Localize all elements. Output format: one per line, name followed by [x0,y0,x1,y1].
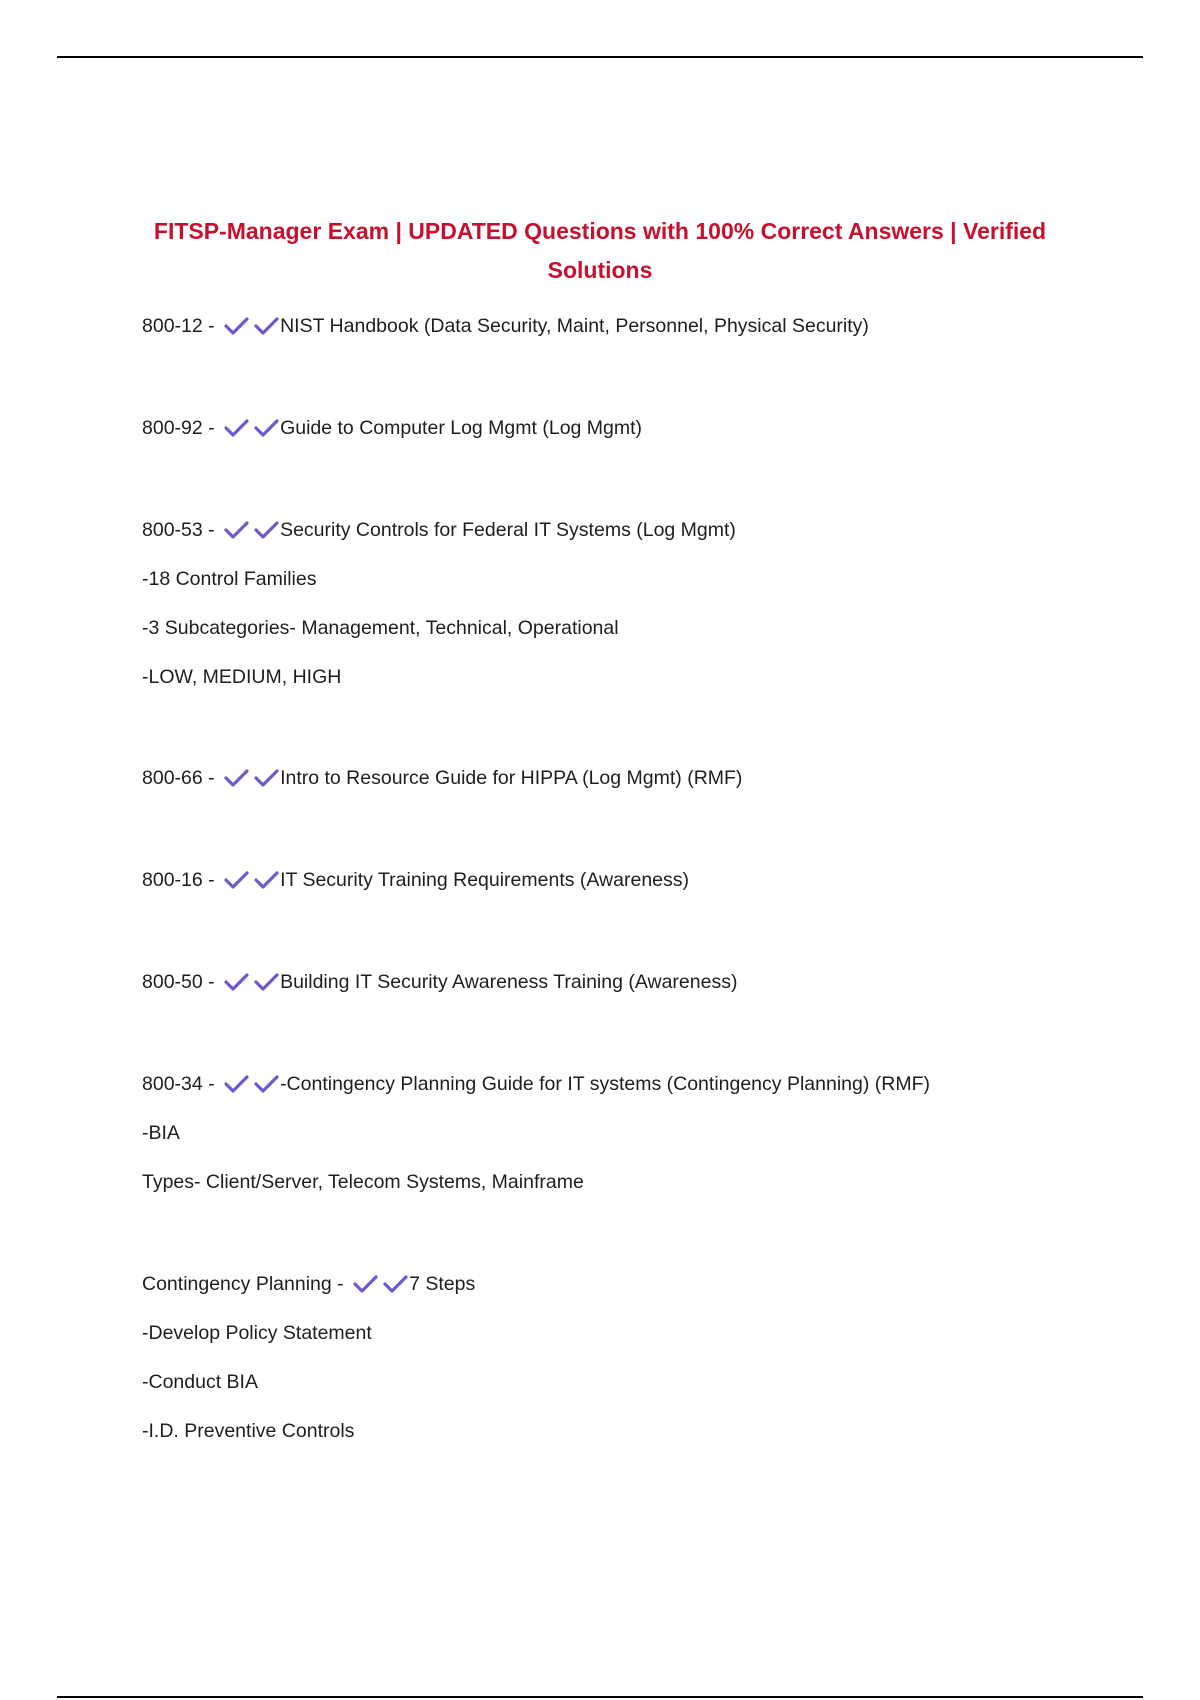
entry-answer: 7 Steps [409,1273,476,1295]
entry-term: 800-34 - [142,1073,215,1095]
entry-detail: -I.D. Preventive Controls [142,1420,355,1442]
check-icon [254,316,279,336]
document-title: FITSP-Manager Exam | UPDATED Questions with 100% Correct Answers | Verified Solutions [153,218,1047,283]
entry-detail: -Conduct BIA [142,1371,258,1393]
check-icon [224,972,249,992]
entry-answer: Intro to Resource Guide for HIPPA (Log Mgmt) (RMF) [280,767,743,789]
entry-detail: -Develop Policy Statement [142,1322,372,1344]
check-icon [254,972,279,992]
check-icon [254,768,279,788]
entry-800-53 [142,518,736,542]
entry-term: 800-66 - [142,767,215,789]
check-icon [224,418,249,438]
entry-800-16 [142,868,689,892]
entry-800-92 [142,416,642,440]
entry-term: 800-53 - [142,519,215,541]
top-rule [57,56,1143,58]
entry-answer: Building IT Security Awareness Training (Awareness) [280,971,738,993]
entry-detail: Types- Client/Server, Telecom Systems, Mainframe [142,1171,584,1193]
entry-answer: Security Controls for Federal IT Systems (Log Mgmt) [280,519,736,541]
entry-answer: -Contingency Planning Guide for IT systems (Contingency Planning) (RMF) [280,1073,930,1095]
entry-detail: -3 Subcategories- Management, Technical, Operational [142,617,619,639]
entry-term: 800-16 - [142,869,215,891]
entry-term: Contingency Planning - [142,1273,344,1295]
check-icon [254,520,279,540]
entry-term: 800-50 - [142,971,215,993]
check-icon [224,316,249,336]
bottom-rule [57,1696,1143,1698]
entry-detail: -BIA [142,1122,180,1144]
entry-detail: -18 Control Families [142,568,317,590]
check-icon [383,1274,408,1294]
entry-contingency-planning [142,1272,475,1296]
entry-answer: NIST Handbook (Data Security, Maint, Personnel, Physical Security) [280,315,869,337]
check-icon [254,418,279,438]
entry-term: 800-12 - [142,315,215,337]
check-icon [224,870,249,890]
check-icon [254,870,279,890]
entry-800-12 [142,314,869,338]
entry-detail: -LOW, MEDIUM, HIGH [142,666,342,688]
check-icon [254,1074,279,1094]
check-icon [224,1074,249,1094]
entry-answer: IT Security Training Requirements (Awareness) [280,869,690,891]
check-icon [353,1274,378,1294]
entry-800-50 [142,970,737,994]
check-icon [224,520,249,540]
entry-term: 800-92 - [142,417,215,439]
entry-800-66 [142,766,742,790]
entry-800-34 [142,1072,930,1096]
entry-answer: Guide to Computer Log Mgmt (Log Mgmt) [280,417,643,439]
check-icon [224,768,249,788]
